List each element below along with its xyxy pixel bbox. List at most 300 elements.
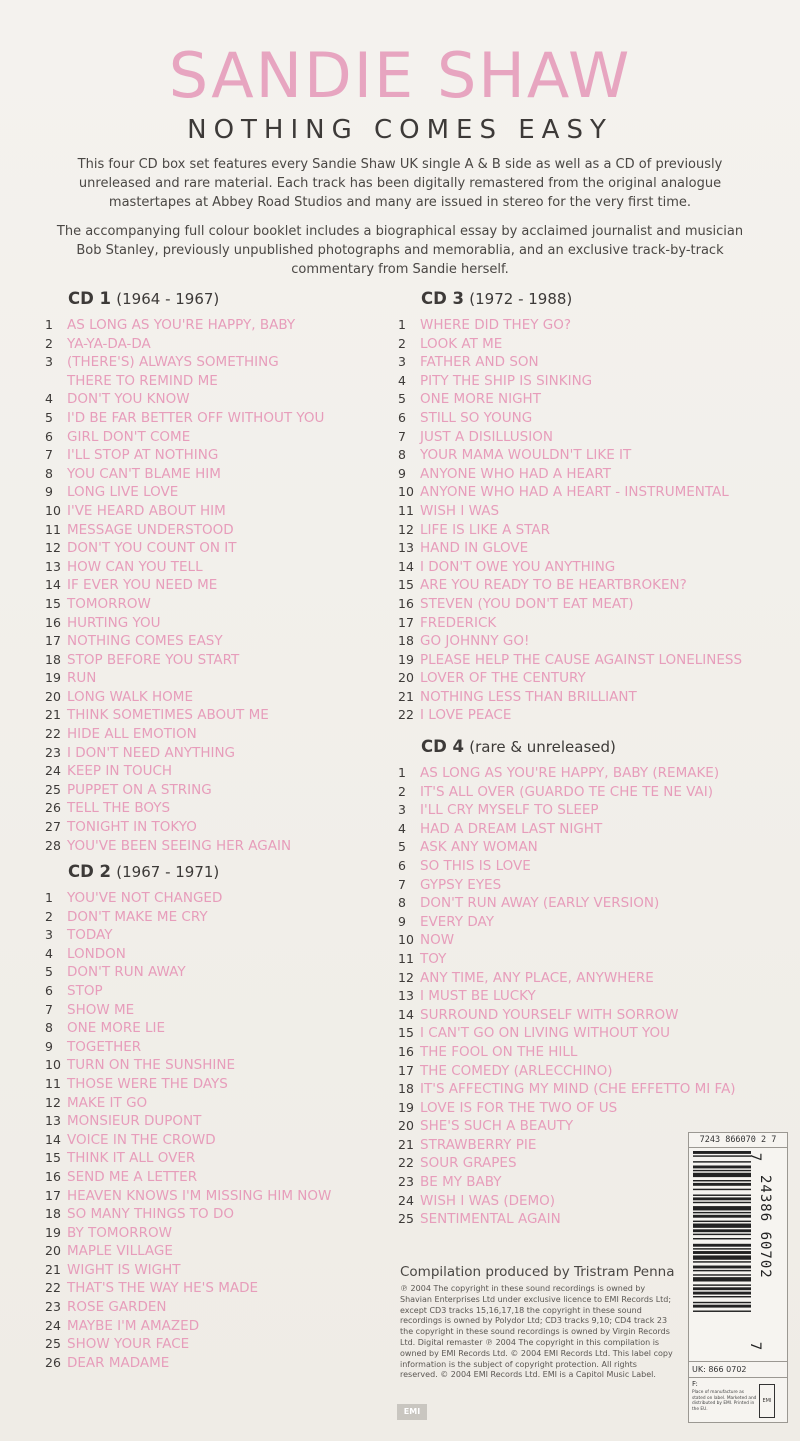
cd2-heading <box>68 862 219 881</box>
track-title: LOVER OF THE CENTURY <box>420 670 586 687</box>
track-item <box>45 1056 385 1075</box>
track-item <box>45 1094 385 1113</box>
label-f: F: <box>692 1380 698 1388</box>
barcode-bars <box>693 1151 751 1361</box>
track-item <box>45 1279 385 1298</box>
track-title: WIGHT IS WIGHT <box>67 1261 181 1278</box>
track-title: ROSE GARDEN <box>67 1299 167 1316</box>
album-subtitle: NOTHING COMES EASY <box>187 115 613 145</box>
track-item <box>45 725 365 744</box>
track-title: STOP <box>67 982 103 999</box>
track-number: 26 <box>45 1354 61 1370</box>
track-number: 10 <box>45 502 61 518</box>
track-title: MAKE IT GO <box>67 1094 148 1111</box>
track-item <box>45 1261 385 1280</box>
track-title: DON'T RUN AWAY (EARLY VERSION) <box>420 895 660 912</box>
track-title: BY TOMORROW <box>67 1224 172 1241</box>
track-title: TURN ON THE SUNSHINE <box>67 1057 236 1074</box>
barcode-bar <box>693 1266 751 1269</box>
track-item <box>398 614 778 633</box>
track-number: 22 <box>45 726 61 742</box>
track-title: BE MY BABY <box>420 1174 502 1191</box>
manufacture-label <box>688 1377 788 1423</box>
track-number: 26 <box>45 800 61 816</box>
barcode-bar <box>693 1261 751 1262</box>
track-title: JUST A DISILLUSION <box>420 428 553 445</box>
track-number: 11 <box>45 521 61 537</box>
track-title: HURTING YOU <box>67 614 161 631</box>
barcode-bar <box>693 1287 751 1290</box>
track-title: PUPPET ON A STRING <box>67 781 212 798</box>
track-number: 12 <box>398 521 414 537</box>
track-title: ARE YOU READY TO BE HEARTBROKEN? <box>420 577 687 594</box>
track-item <box>45 1224 385 1243</box>
track-title: TODAY <box>67 927 113 944</box>
track-item <box>45 762 365 781</box>
track-number: 3 <box>45 354 53 370</box>
barcode-bar <box>693 1197 751 1200</box>
track-item <box>398 390 778 409</box>
track-title: MAYBE I'M AMAZED <box>67 1317 200 1334</box>
track-number: 25 <box>398 1211 414 1227</box>
track-number: 10 <box>45 1057 61 1073</box>
track-item <box>398 576 778 595</box>
track-item <box>398 706 778 725</box>
track-item <box>398 838 778 857</box>
track-number: 14 <box>45 1131 61 1147</box>
track-item <box>398 1024 778 1043</box>
track-item <box>398 987 778 1006</box>
track-title: THOSE WERE THE DAYS <box>67 1075 228 1092</box>
track-number: 12 <box>45 540 61 556</box>
track-item <box>398 316 778 335</box>
track-number: 3 <box>398 802 406 818</box>
track-title: MESSAGE UNDERSTOOD <box>67 521 234 538</box>
track-number: 7 <box>45 447 53 463</box>
track-number: 1 <box>398 765 406 780</box>
barcode-lead-digit: 7 <box>747 1152 764 1162</box>
track-item <box>45 889 385 908</box>
track-title: SO MANY THINGS TO DO <box>67 1206 234 1223</box>
track-title: SHOW YOUR FACE <box>67 1336 190 1353</box>
barcode-bar <box>693 1183 751 1186</box>
track-number: 9 <box>45 484 53 500</box>
track-number: 6 <box>45 428 53 444</box>
track-item <box>45 316 365 335</box>
track-title: RUN <box>67 670 97 687</box>
track-number: 8 <box>45 465 53 481</box>
track-title: LIFE IS LIKE A STAR <box>420 521 551 538</box>
track-title: WISH I WAS <box>420 502 500 519</box>
track-item <box>45 353 365 390</box>
track-number: 14 <box>398 1006 414 1022</box>
track-title: I'VE HEARD ABOUT HIM <box>67 502 226 519</box>
track-number: 20 <box>45 688 61 704</box>
manufacture-text: Place of manufacture as stated on label. Marketed and distributed by EMI. Printed in the EU. <box>692 1390 757 1412</box>
cd3-label: CD 3 <box>421 289 465 308</box>
barcode-bar <box>693 1311 751 1312</box>
track-title: FREDERICK <box>420 614 497 631</box>
track-title: THINK SOMETIMES ABOUT ME <box>67 707 269 724</box>
track-title: NOW <box>420 932 455 949</box>
track-item <box>45 576 365 595</box>
track-number: 18 <box>45 1206 61 1222</box>
barcode-trail-digit: 7 <box>747 1341 764 1351</box>
track-number: 11 <box>45 1075 61 1091</box>
track-number: 22 <box>398 707 414 723</box>
track-title: DON'T RUN AWAY <box>67 964 186 981</box>
track-title: YA-YA-DA-DA <box>67 335 151 352</box>
barcode-bar <box>693 1277 751 1281</box>
track-number: 17 <box>45 633 61 649</box>
cd3-heading <box>421 289 572 308</box>
track-item <box>398 969 778 988</box>
track-number: 19 <box>398 651 414 667</box>
track-title: SHOW ME <box>67 1001 135 1018</box>
track-number: 27 <box>45 819 61 835</box>
track-item <box>45 1149 385 1168</box>
barcode-panel <box>688 1132 788 1379</box>
track-number: 17 <box>398 1062 414 1078</box>
track-number: 15 <box>398 1025 414 1041</box>
track-title: SENTIMENTAL AGAIN <box>420 1211 561 1228</box>
barcode-bar <box>693 1206 751 1210</box>
barcode-bar <box>693 1189 751 1190</box>
barcode-bar <box>693 1284 751 1285</box>
track-item <box>45 926 385 945</box>
track-number: 19 <box>45 1224 61 1240</box>
track-title: MAPLE VILLAGE <box>67 1243 173 1260</box>
track-number: 21 <box>45 1261 61 1277</box>
track-item <box>398 446 778 465</box>
track-item <box>45 1354 385 1373</box>
track-title: HEAVEN KNOWS I'M MISSING HIM NOW <box>67 1187 332 1204</box>
track-number: 8 <box>398 895 406 911</box>
track-number: 18 <box>398 633 414 649</box>
cd1-heading <box>68 289 219 308</box>
track-item <box>398 820 778 839</box>
track-item <box>45 632 365 651</box>
track-item <box>398 764 778 783</box>
track-number: 14 <box>45 577 61 593</box>
track-item <box>398 1043 778 1062</box>
track-item <box>45 1168 385 1187</box>
track-title: I'LL CRY MYSELF TO SLEEP <box>420 802 599 819</box>
track-number: 11 <box>398 950 414 966</box>
track-title: NOTHING LESS THAN BRILLIANT <box>420 688 637 705</box>
track-number: 6 <box>398 409 406 425</box>
track-item <box>45 465 365 484</box>
track-number: 7 <box>398 876 406 892</box>
intro-paragraph: This four CD box set features every Sandie Shaw UK single A & B side as well as a CD of previously unreleased and rare material. Each track has been digitally remastered from the original analogue mastertapes at Abbey Road Studios and many are issued in stereo for the very first time. <box>77 157 723 210</box>
cd4-label: CD 4 <box>421 737 465 756</box>
track-title: I DON'T OWE YOU ANYTHING <box>420 558 616 575</box>
track-item <box>45 799 365 818</box>
barcode-bar <box>693 1296 751 1297</box>
track-item <box>45 669 365 688</box>
track-number: 24 <box>45 763 61 779</box>
track-item <box>398 428 778 447</box>
track-title: I MUST BE LUCKY <box>420 988 536 1005</box>
track-item <box>398 521 778 540</box>
track-title: STRAWBERRY PIE <box>420 1136 537 1153</box>
cd3-tracklist <box>398 316 778 725</box>
track-number: 10 <box>398 484 414 500</box>
barcode-bar <box>693 1234 751 1235</box>
track-item <box>398 876 778 895</box>
track-number: 23 <box>45 1299 61 1315</box>
track-title: NOTHING COMES EASY <box>67 633 223 650</box>
barcode-bar <box>693 1151 751 1154</box>
track-item <box>45 1075 385 1094</box>
track-number: 19 <box>45 670 61 686</box>
track-item <box>45 706 365 725</box>
track-number: 4 <box>398 820 406 836</box>
track-title: KEEP IN TOUCH <box>67 763 173 780</box>
track-title: (THERE'S) ALWAYS SOMETHING THERE TO REMIND ME <box>67 354 279 389</box>
track-item <box>45 390 365 409</box>
track-title: HAD A DREAM LAST NIGHT <box>420 820 603 837</box>
track-number: 9 <box>398 465 406 481</box>
track-item <box>398 595 778 614</box>
track-number: 12 <box>45 1094 61 1110</box>
track-item <box>45 982 385 1001</box>
uk-code: UK: 866 0702 <box>689 1361 787 1377</box>
track-title: LOOK AT ME <box>420 335 503 352</box>
track-number: 20 <box>398 1118 414 1134</box>
track-item <box>45 1242 385 1261</box>
track-item <box>45 558 365 577</box>
track-title: TELL THE BOYS <box>67 800 171 817</box>
track-item <box>45 483 365 502</box>
track-title: VOICE IN THE CROWD <box>67 1131 216 1148</box>
track-title: I LOVE PEACE <box>420 707 512 724</box>
track-number: 5 <box>398 839 406 855</box>
track-title: THE FOOL ON THE HILL <box>420 1043 578 1060</box>
track-title: HIDE ALL EMOTION <box>67 726 197 743</box>
track-item <box>398 783 778 802</box>
cd1-label: CD 1 <box>68 289 112 308</box>
track-item <box>398 353 778 372</box>
track-title: YOU CAN'T BLAME HIM <box>67 465 221 482</box>
track-item <box>45 963 385 982</box>
track-number: 4 <box>45 945 53 961</box>
track-title: ANYONE WHO HAD A HEART - INSTRUMENTAL <box>420 484 729 501</box>
barcode-bar <box>693 1229 751 1232</box>
track-number: 11 <box>398 502 414 518</box>
track-number: 5 <box>45 964 53 980</box>
track-item <box>45 1131 385 1150</box>
track-number: 4 <box>398 372 406 388</box>
track-number: 22 <box>45 1280 61 1296</box>
track-number: 13 <box>45 558 61 574</box>
track-number: 23 <box>45 744 61 760</box>
track-item <box>398 502 778 521</box>
track-title: SEND ME A LETTER <box>67 1168 198 1185</box>
track-number: 9 <box>45 1038 53 1054</box>
track-title: ANYONE WHO HAD A HEART <box>420 465 611 482</box>
cd1-range: (1964 - 1967) <box>116 290 220 308</box>
track-item <box>45 428 365 447</box>
track-title: MONSIEUR DUPONT <box>67 1113 202 1130</box>
track-title: AS LONG AS YOU'RE HAPPY, BABY (REMAKE) <box>420 765 720 781</box>
barcode-bar <box>693 1305 751 1308</box>
track-number: 5 <box>45 409 53 425</box>
track-item <box>45 818 365 837</box>
track-number: 15 <box>45 595 61 611</box>
track-number: 16 <box>398 595 414 611</box>
track-item <box>45 539 365 558</box>
track-title: ASK ANY WOMAN <box>420 839 538 856</box>
copyright-notice: ℗ 2004 The copyright in these sound recordings is owned by Shavian Enterprises Ltd under exclusive licence to EMI Records Ltd; except CD3 tracks 15,16,17,18 the copyright in these sound recordings is owned by Polydor Ltd; CD3 tracks 9,10; CD4 track 23 the copyright in these sound recordings is owned by Virgin Records Ltd. Digital remaster ℗ 2004 The copyright in this compilation is owned by EMI Records Ltd. © 2004 EMI Records Ltd. This label copy information is the subject of copyright protection. All rights reserved. © 2004 EMI Records Ltd. EMI is a Capitol Music Label. <box>400 1284 673 1380</box>
track-title: THE COMEDY (ARLECCHINO) <box>420 1062 613 1079</box>
track-title: YOUR MAMA WOULDN'T LIKE IT <box>420 447 632 464</box>
track-title: PITY THE SHIP IS SINKING <box>420 372 593 389</box>
track-item <box>45 1317 385 1336</box>
track-number: 2 <box>45 335 53 351</box>
track-title: I'LL STOP AT NOTHING <box>67 447 219 464</box>
track-title: HAND IN GLOVE <box>420 540 529 557</box>
track-title: THAT'S THE WAY HE'S MADE <box>67 1280 259 1297</box>
track-number: 21 <box>45 707 61 723</box>
track-item <box>45 945 385 964</box>
track-number: 22 <box>398 1155 414 1171</box>
track-title: YOU'VE BEEN SEEING HER AGAIN <box>67 837 292 854</box>
track-number: 18 <box>398 1081 414 1097</box>
track-number: 24 <box>398 1192 414 1208</box>
track-number: 2 <box>398 783 406 799</box>
track-title: LONDON <box>67 945 126 962</box>
track-item <box>398 1006 778 1025</box>
track-title: ONE MORE LIE <box>67 1020 166 1037</box>
barcode-bar <box>693 1221 751 1222</box>
track-item <box>398 651 778 670</box>
track-number: 1 <box>45 890 53 905</box>
track-number: 16 <box>45 1168 61 1184</box>
track-item <box>398 539 778 558</box>
barcode-bar <box>693 1166 751 1169</box>
track-title: GYPSY EYES <box>420 876 502 893</box>
track-item <box>398 931 778 950</box>
track-number: 7 <box>45 1001 53 1017</box>
barcode-bar <box>693 1180 751 1181</box>
track-number: 13 <box>398 988 414 1004</box>
track-item <box>398 465 778 484</box>
track-item <box>45 614 365 633</box>
track-number: 13 <box>398 540 414 556</box>
artist-title: SANDIE SHAW <box>168 39 632 112</box>
track-item <box>45 1001 385 1020</box>
track-number: 10 <box>398 932 414 948</box>
track-item <box>398 894 778 913</box>
intro-text <box>55 155 745 289</box>
emi-logo: EMI <box>397 1404 427 1420</box>
track-title: THINK IT ALL OVER <box>67 1150 196 1167</box>
track-number: 1 <box>45 317 53 332</box>
track-number: 17 <box>45 1187 61 1203</box>
track-number: 9 <box>398 913 406 929</box>
barcode-bar <box>693 1170 751 1171</box>
barcode-bar <box>693 1202 751 1203</box>
track-number: 16 <box>45 614 61 630</box>
barcode-bar <box>693 1270 751 1271</box>
track-item <box>398 1062 778 1081</box>
track-title: HOW CAN YOU TELL <box>67 558 203 575</box>
track-title: DON'T YOU COUNT ON IT <box>67 540 237 557</box>
track-number: 28 <box>45 837 61 853</box>
track-item <box>45 1112 385 1131</box>
barcode-bar <box>693 1248 751 1249</box>
track-number: 8 <box>45 1020 53 1036</box>
track-title: WISH I WAS (DEMO) <box>420 1192 556 1209</box>
track-item <box>45 837 365 856</box>
track-item <box>45 335 365 354</box>
track-title: TOY <box>420 950 447 967</box>
track-item <box>398 857 778 876</box>
track-title: WHERE DID THEY GO? <box>420 317 572 333</box>
track-item <box>45 409 365 428</box>
track-number: 20 <box>45 1243 61 1259</box>
barcode-bar <box>693 1251 751 1254</box>
track-title: TOMORROW <box>67 595 151 612</box>
track-number: 2 <box>45 908 53 924</box>
cd3-range: (1972 - 1988) <box>469 290 573 308</box>
track-number: 6 <box>45 982 53 998</box>
track-number: 3 <box>398 354 406 370</box>
track-title: TONIGHT IN TOKYO <box>67 819 197 836</box>
track-number: 14 <box>398 558 414 574</box>
track-number: 4 <box>45 391 53 407</box>
track-title: EVERY DAY <box>420 913 494 930</box>
intro-paragraph: The accompanying full colour booklet includes a biographical essay by acclaimed journalist and musician Bob Stanley, previously unpublished photographs and memorablia, and an exclusive track-by-track commentary from Sandie herself. <box>56 224 744 277</box>
track-item <box>398 558 778 577</box>
track-item <box>45 651 365 670</box>
track-title: TOGETHER <box>67 1038 142 1055</box>
track-title: STEVEN (YOU DON'T EAT MEAT) <box>420 595 634 612</box>
barcode-bar <box>693 1155 751 1156</box>
track-item <box>398 483 778 502</box>
track-title: IF EVER YOU NEED ME <box>67 577 218 594</box>
track-number: 13 <box>45 1113 61 1129</box>
track-title: GO JOHNNY GO! <box>420 633 530 650</box>
cd4-heading <box>421 737 616 756</box>
track-number: 20 <box>398 670 414 686</box>
cd2-label: CD 2 <box>68 862 112 881</box>
emi-mini-logo: EMI <box>759 1384 775 1418</box>
track-item <box>45 502 365 521</box>
track-item <box>398 335 778 354</box>
track-title: SURROUND YOURSELF WITH SORROW <box>420 1006 679 1023</box>
track-number: 6 <box>398 857 406 873</box>
barcode-bar <box>693 1224 751 1228</box>
track-title: SHE'S SUCH A BEAUTY <box>420 1118 574 1135</box>
track-number: 15 <box>398 577 414 593</box>
track-number: 7 <box>398 428 406 444</box>
track-number: 25 <box>45 781 61 797</box>
barcode-bar <box>693 1292 751 1295</box>
track-item <box>45 781 365 800</box>
track-number: 25 <box>45 1336 61 1352</box>
track-number: 2 <box>398 335 406 351</box>
track-item <box>45 688 365 707</box>
track-item <box>45 1335 385 1354</box>
track-item <box>45 446 365 465</box>
track-item <box>45 1298 385 1317</box>
catalogue-number: 7243 866070 2 7 <box>689 1133 787 1148</box>
track-item <box>398 1080 778 1099</box>
track-number: 3 <box>45 927 53 943</box>
track-number: 15 <box>45 1150 61 1166</box>
